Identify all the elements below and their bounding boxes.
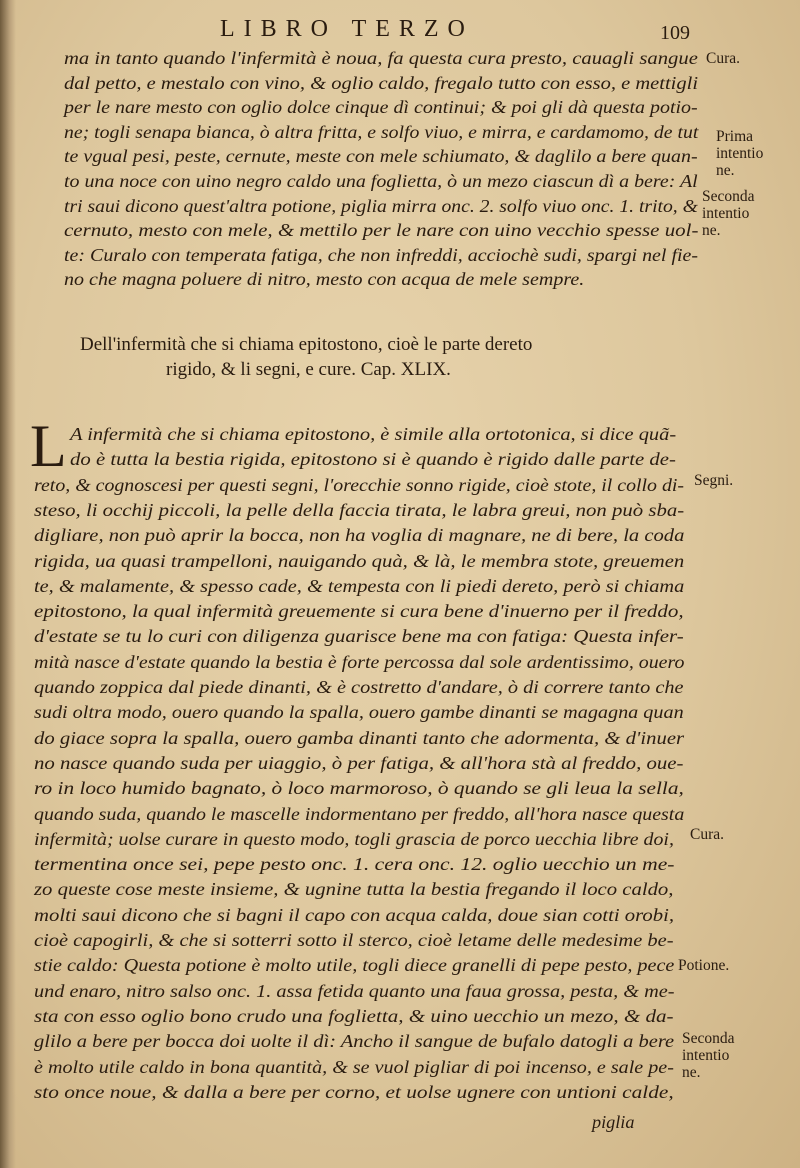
page-gutter-shadow: [0, 0, 16, 1168]
text-line: rigida, ua quasi trampelloni, nauigando quà, & là, le membra stote, greuemen: [34, 550, 685, 571]
text-line: glilo a bere per bocca doi uolte il dì: Ancho il sangue de bufalo datogli a bere: [34, 1031, 675, 1052]
margin-note-cura-2: [690, 826, 724, 843]
text-line: te vgual pesi, peste, cernute, meste con mele schiumato, & daglilo a bere quan-: [64, 146, 698, 167]
text-line: und enaro, nitro salso onc. 1. assa fetida quanto una faua grossa, pesta, & me-: [34, 980, 675, 1001]
margin-note-line: ne.: [682, 1064, 701, 1081]
running-title: LIBRO TERZO: [220, 16, 474, 42]
text-line: è molto utile caldo in bona quantità, & se vuol pigliar di poi incenso, e sale pe-: [34, 1056, 674, 1077]
text-line: cernuto, mesto con mele, & mettilo per le nare con uino vecchio spesse uol-: [64, 220, 699, 241]
page-number: 109: [660, 22, 690, 44]
margin-note-line: intentio: [682, 1047, 730, 1064]
text-line: quando zoppica dal piede dinanti, & è costretto d'andare, ò di correre tanto che: [34, 677, 684, 697]
text-line: cioè capogirli, & che si sotterri sotto il sterco, cioè letame delle medesime be-: [34, 930, 674, 950]
catchword: piglia: [592, 1112, 635, 1132]
text-line: d'estate se tu lo curi con diligenza guarisce bene ma con fatiga: Questa infer-: [34, 626, 684, 647]
running-header: [210, 16, 690, 50]
margin-note-line: Seconda: [702, 188, 755, 205]
text-line: to una noce con uino negro caldo una foglietta, ò un mezo ciascun dì a bere: Al: [64, 171, 698, 191]
text-line: digliare, non può aprir la bocca, non ha voglia di magnare, ne di bere, la coda: [34, 525, 685, 546]
text-line: mità nasce d'estate quando la bestia è forte percossa dal sole ardentissimo, ouero: [34, 651, 685, 672]
text-line: molti saui dicono che si bagni il capo con acqua calda, doue sian cotti orobi,: [34, 904, 675, 925]
margin-note-line: Cura.: [706, 50, 741, 67]
margin-note-cura-1: [706, 50, 740, 67]
margin-note-prima-intentione: [716, 128, 763, 179]
text-line: per le nare mesto con oglio dolce cinque dì continui; & poi gli dà questa potio-: [64, 97, 698, 118]
text-line: no nasce quando suda per uiaggio, ò per fatiga, & all'hora stà al freddo, oue-: [34, 752, 684, 773]
text-line: do è tutta la bestia rigida, epitostono si è quando è rigido dalle parte de-: [70, 449, 676, 470]
text-line: infermità; uolse curare in questo modo, togli grascia de porco uecchia libre doi,: [34, 828, 674, 849]
text-line: reto, & cognoscesi per questi segni, l'orecchie sonno rigide, cioè stote, il collo di-: [34, 474, 685, 495]
margin-note-line: ne.: [716, 162, 735, 179]
chapter-heading-line-2: rigido, & li segni, e cure. Cap. XLIX.: [166, 359, 451, 380]
text-line: tri saui dicono quest'altra potione, piglia mirra onc. 2. solfo viuo onc. 1. trito, &: [64, 195, 698, 216]
drop-cap: L: [30, 413, 67, 479]
text-line: quando suda, quando le mascelle indormentano per freddo, all'hora nasce questa: [34, 803, 685, 824]
margin-note-segni: [694, 472, 733, 489]
text-line: te: Curalo con temperata fatiga, che non infreddi, acciochè sudi, spargi nel fie-: [64, 244, 699, 265]
text-line: zo queste cose meste insieme, & ugnine tutta la bestia fregando il loco caldo,: [34, 879, 674, 900]
text-line: stie caldo: Questa potione è molto utile, togli diece granelli di pepe pesto, pece: [34, 955, 675, 976]
text-line: sta con esso oglio bono crudo una foglietta, & uino uecchio un mezo, & da-: [34, 1005, 674, 1026]
text-line: ma in tanto quando l'infermità è noua, fa questa cura presto, cauagli sangue: [64, 48, 698, 68]
margin-note-line: Potione.: [678, 957, 730, 974]
text-line: dal petto, e mestalo con vino, & oglio caldo, fregalo tutto con esso, e mettigli: [64, 72, 699, 93]
margin-note-line: Seconda: [682, 1030, 735, 1047]
text-line: no che magna poluere di nitro, mesto con acqua de mele sempre.: [64, 269, 585, 290]
text-line: ne; togli senapa bianca, ò altra fritta, e solfo viuo, e mirra, e cardamomo, de tut: [64, 121, 699, 142]
text-line: sto once noue, & dalla a bere per corno, et uolse ugnere con untioni calde,: [34, 1081, 674, 1102]
margin-note-line: Prima: [716, 128, 754, 145]
text-line: do giace sopra la spalla, ouero gamba dinanti tanto che adormenta, & d'inuer: [34, 727, 685, 748]
margin-note-seconda-intentione-1: [702, 188, 755, 239]
text-line: steso, li occhij piccoli, la pelle della faccia tirata, le labra greui, non può sba-: [34, 499, 685, 520]
margin-note-line: ne.: [702, 222, 721, 239]
text-line: te, & malamente, & spesso cade, & tempesta con li piedi dereto, però si chiama: [34, 575, 685, 596]
margin-note-potione: [678, 957, 729, 974]
margin-note-line: intentio: [702, 205, 750, 222]
margin-note-line: Cura.: [690, 826, 725, 843]
margin-note-seconda-intentione-2: [682, 1030, 735, 1081]
text-line: epitostono, la qual infermità greuemente si cura bene d'inuerno per il freddo,: [34, 601, 684, 622]
text-line: A infermità che si chiama epitostono, è simile alla ortotonica, si dice quã-: [70, 424, 677, 444]
text-line: sudi oltra modo, ouero quando la spalla, ouero gambe dinanti se magagna quan: [34, 702, 684, 723]
chapter-heading-line-1: Dell'infermità che si chiama epitostono, cioè le parte dereto: [80, 334, 533, 355]
margin-note-line: Segni.: [694, 472, 734, 489]
text-line: termentina once sei, pepe pesto onc. 1. cera onc. 12. oglio uecchio un me-: [34, 854, 675, 875]
text-line: ro in loco humido bagnato, ò loco marmoroso, ò quando se gli leua la sella,: [34, 778, 684, 799]
margin-note-line: intentio: [716, 145, 764, 162]
